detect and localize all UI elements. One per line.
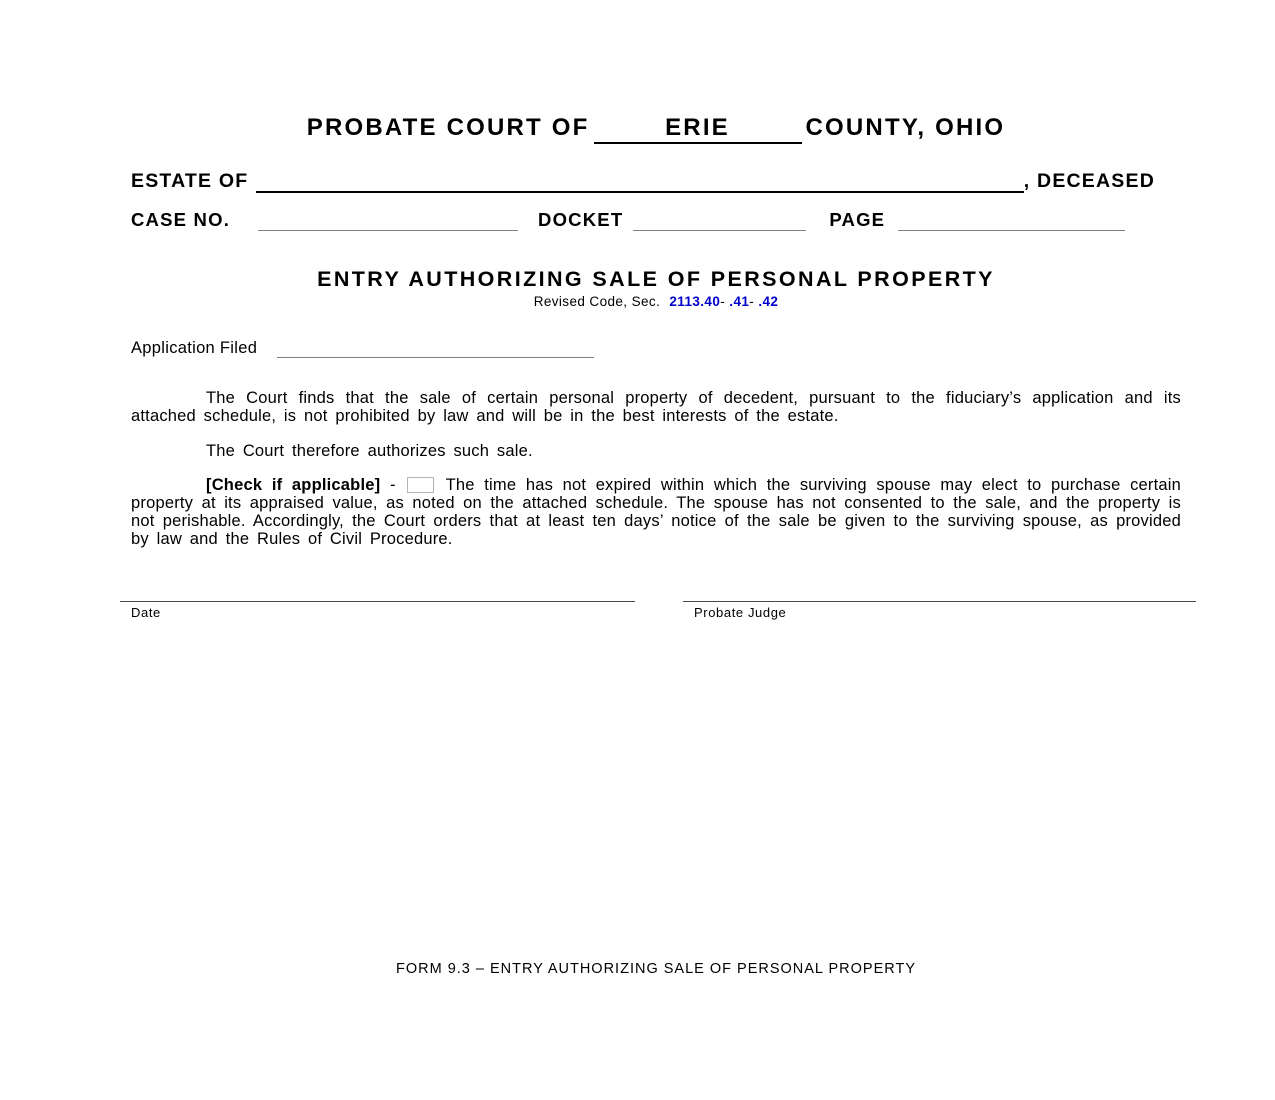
court-title-line (131, 114, 1181, 144)
docket-field[interactable] (633, 209, 806, 231)
code-separator-2: - (749, 294, 755, 309)
application-filed-line (131, 339, 1181, 358)
applicable-checkbox[interactable] (407, 477, 434, 493)
county-field[interactable] (594, 116, 802, 144)
court-finds-paragraph: The Court finds that the sale of certain personal property of decedent, pursuant to the fiduciary’s application and its attached schedule, is not prohibited by law and will be in the best interests of the estate. (131, 389, 1181, 425)
check-if-applicable-label: [Check if applicable] (206, 476, 381, 495)
case-no-field[interactable] (258, 209, 518, 231)
court-authorizes-paragraph: The Court therefore authorizes such sale. (206, 441, 533, 460)
revised-code-label: Revised Code, Sec. (533, 294, 661, 309)
revised-code-line (131, 294, 1181, 309)
application-filed-date-field[interactable] (277, 339, 594, 358)
check-if-applicable-paragraph (131, 477, 1181, 548)
date-signature-line[interactable] (120, 601, 635, 620)
date-label: Date (131, 604, 161, 620)
page-field[interactable] (898, 209, 1125, 231)
code-link-41[interactable]: .41 (729, 294, 750, 309)
document-content (0, 114, 1275, 620)
case-docket-page-line (131, 209, 1181, 231)
county-value: ERIE (665, 114, 730, 141)
check-dash: - (389, 476, 396, 495)
probate-judge-label: Probate Judge (694, 604, 787, 620)
deceased-label: , DECEASED (1023, 170, 1155, 192)
docket-label: DOCKET (538, 209, 624, 230)
estate-of-line (131, 170, 1181, 193)
application-filed-label: Application Filed (131, 339, 258, 357)
entry-heading: ENTRY AUTHORIZING SALE OF PERSONAL PROPERTY (317, 267, 995, 291)
code-link-2113-40[interactable]: 2113.40 (669, 294, 721, 309)
signature-row (120, 601, 1196, 620)
code-separator-1: - (720, 294, 726, 309)
estate-name-field[interactable] (256, 170, 1023, 193)
code-link-42[interactable]: .42 (758, 294, 779, 309)
estate-of-label: ESTATE OF (131, 170, 249, 192)
page-label: PAGE (829, 209, 886, 230)
court-title-prefix: PROBATE COURT OF (306, 114, 590, 141)
probate-judge-signature-line[interactable] (683, 601, 1196, 620)
case-no-label: CASE NO. (131, 209, 231, 230)
surviving-spouse-text: The time has not expired within which the surviving spouse may elect to purchase certain property at its appraised value, as noted on the attached schedule. The spouse has not consented to the sale, and the property is not perishable. Accordingly, the Court orders that at least ten days’ notice of the sale be given to the surviving spouse, as provided by law and the Rules of Civil Procedure. (131, 476, 1182, 548)
form-number-footer: FORM 9.3 – ENTRY AUTHORIZING SALE OF PERSONAL PROPERTY (396, 961, 916, 977)
court-title-suffix: COUNTY, OHIO (805, 114, 1006, 141)
